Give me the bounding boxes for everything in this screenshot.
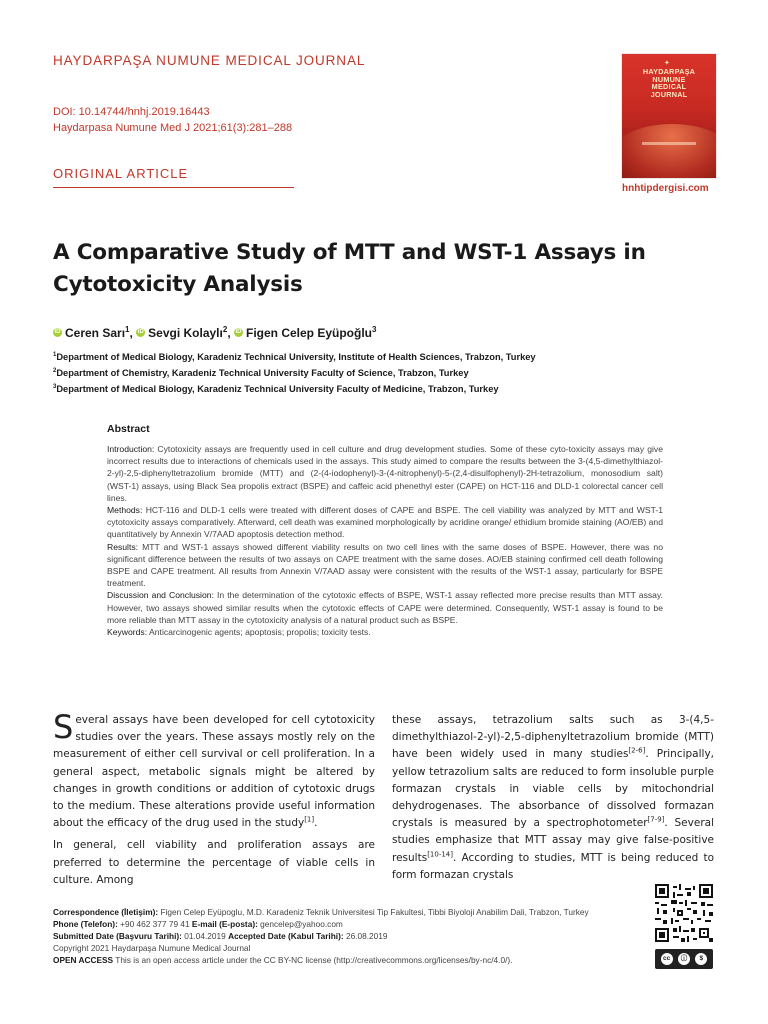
- cc-license-badge[interactable]: [655, 949, 713, 969]
- cover-title-line: JOURNAL: [650, 89, 688, 99]
- abstract-label: Discussion and Conclusion:: [107, 590, 214, 601]
- affiliation-text: Department of Chemistry, Karadeniz Technical University Faculty of Science, Trabzon, Turkey: [56, 368, 469, 379]
- footer-label: Correspondence (İletişim):: [53, 907, 159, 917]
- footer-value: Figen Celep Eyüpoglu, M.D. Karadeniz Teknik Universitesi Tip Fakultesi, Tibbi Biyoloji Anabilim Dali, Trabzon, Turkey: [160, 907, 589, 917]
- correspondence-footer: [53, 906, 643, 966]
- author-sup: 2: [222, 325, 228, 334]
- contact-line: [53, 918, 643, 930]
- journal-name: HAYDARPAŞA NUMUNE MEDICAL JOURNAL: [53, 53, 366, 68]
- doi-block: [53, 104, 292, 136]
- article-title: A Comparative Study of MTT and WST-1 Assays in Cytotoxicity Analysis: [53, 240, 646, 297]
- body-text: In general, cell viability and proliferation assays are preferred to determine the percentage of viable cells in culture. Among: [53, 839, 375, 886]
- copyright-line: Copyright 2021 Haydarpaşa Numune Medical Journal: [53, 943, 251, 953]
- footer-label: Accepted Date (Kabul Tarihi):: [228, 931, 344, 941]
- abstract-text: HCT-116 and DLD-1 cells were treated with different doses of CAPE and BSPE. The cell viability was analyzed by MTT and WST-1 cytotoxicity assays comparatively. Afterward, cell death was examined morphologically by acridine orange/ ethidium bromide staining (AO/EB) and quantitatively by Annexin V/7AAD apoptosis detection method.: [107, 505, 663, 540]
- affiliation: [53, 348, 536, 364]
- body-text: . According to studies, MTT is being reduced to form formazan crystals: [392, 851, 714, 881]
- body-text: . Principally, yellow tetrazolium salts are reduced to form insoluble purple formazan crystals in viable cells by mitochondrial dehydrogenases. The absorbance of dissolved formazan crystals is measured by a spectrophotometer: [392, 748, 715, 830]
- body-text: everal assays have been developed for cell cytotoxicity studies over the years. These assays mostly rely on the measurement of either cell survival or cell proliferation. In a general aspect, metabolic signals might be altered by changes in growth conditions or addition of cytotoxic drugs to the medium. These alterations provide useful information about the efficacy of the drug used in the study: [53, 714, 375, 830]
- affiliation-text: Department of Medical Biology, Karadeniz Technical University Faculty of Medicine, Trabzon, Turkey: [56, 384, 499, 395]
- journal-website-link[interactable]: hnhtipdergisi.com: [622, 183, 709, 194]
- footer-value: 01.04.2019: [184, 931, 226, 941]
- abstract-label: Introduction:: [107, 444, 155, 454]
- footer-label: Submitted Date (Başvuru Tarihi):: [53, 931, 182, 941]
- affiliation-sup: 1: [53, 352, 57, 358]
- cc-icon: cc: [661, 953, 673, 965]
- open-access-line: [53, 954, 643, 966]
- footer-value: This is an open access article under the CC BY-NC license (http://creativecommons.org/licenses/by-nc/4.0/).: [115, 955, 513, 965]
- journal-cover-image: [622, 54, 716, 178]
- affiliation-sup: 2: [53, 368, 57, 375]
- abstract-text: In the determination of the cytotoxic effects of BSPE, WST-1 assay reflected more precise results than MTT assay. However, two assays showed similar results when the cytotoxic effects of CAPE were determined. Consequently, WST-1 assay is found to be more reliable than MTT assay in the cytotoxicity analysis of a natural product such as BSPE.: [107, 590, 663, 625]
- author-sup: 3: [372, 325, 377, 334]
- cover-band: [642, 142, 696, 145]
- by-icon: ⓘ: [678, 953, 690, 965]
- qr-code-icon[interactable]: [655, 884, 713, 942]
- affiliation: [53, 380, 536, 396]
- abstract: [107, 423, 663, 638]
- doi[interactable]: DOI: 10.14744/hnhj.2019.16443: [53, 106, 210, 118]
- cover-title-line: NUMUNE: [652, 74, 686, 84]
- citation-ref[interactable]: [2-6]: [628, 746, 646, 755]
- body-column-left: [53, 708, 375, 889]
- cover-title: [622, 68, 716, 98]
- abstract-heading: Abstract: [107, 423, 150, 435]
- article-type-rule: [53, 187, 294, 188]
- affiliation-text: Department of Medical Biology, Karadeniz Technical University, Institute of Health Sciences, Trabzon, Turkey: [56, 352, 536, 363]
- citation-ref[interactable]: [10-14]: [427, 850, 453, 859]
- footer-label: Phone (Telefon):: [53, 919, 118, 929]
- drop-cap: S: [53, 708, 74, 746]
- orcid-icon[interactable]: iD: [235, 329, 242, 336]
- nc-icon: $: [695, 953, 707, 965]
- orcid-icon[interactable]: iD: [137, 329, 144, 336]
- body-paragraph: [392, 712, 714, 884]
- dates-line: [53, 930, 643, 942]
- abstract-introduction: [107, 443, 663, 504]
- abstract-text: MTT and WST-1 assays showed different viability results on two cell lines with the same doses of BSPE. However, there was no significant difference between the results of two assays on CAPE treatment with the same doses. AO/EB staining confirmed cell death following BSPE and CAPE treatment. All results from Annexin V/7AAD assay were consistent with the results of the WST-1 assay, particularly for BSPE treatment.: [107, 541, 663, 589]
- body-text: . Several studies emphasize that MTT assay may give false-positive results: [392, 817, 714, 864]
- citation-ref[interactable]: [7-9]: [647, 815, 665, 824]
- journal-logo-icon: ✦: [664, 60, 670, 67]
- abstract-label: Keywords:: [107, 627, 148, 638]
- author-name: Ceren Sarı: [65, 326, 126, 340]
- abstract-label: Results:: [107, 541, 139, 552]
- author-sup: 1: [125, 325, 130, 334]
- footer-label: OPEN ACCESS: [53, 955, 114, 965]
- body-paragraph: [53, 708, 375, 832]
- citation-ref[interactable]: [1]: [304, 815, 315, 824]
- abstract-keywords: [107, 626, 663, 638]
- abstract-text: Cytotoxicity assays are frequently used in cell culture and drug development studies. Some of these cyto-toxicity assays may give incorrect results due to interactions of chemicals used in the assays. This study aimed to compare the results between the 3-(4,5-dimethylthiazol-2-yl)-2,5-diphenyltetrazolium bromide (MTT) and (2-(4-iodophenyl)-3-(4-nitrophenyl)-5-(2,4-disulfophenyl)-2H-tetrazolium, monosodium salt) (WST-1) assays, using Black Sea propolis extract (BSPE) and caffeic acid phenethyl ester (CAPE) on HCT-116 and DLD-1 colorectal cancer cell lines.: [107, 444, 664, 503]
- abstract-text: Anticarcinogenic agents; apoptosis; propolis; toxicity tests.: [149, 627, 371, 638]
- footer-value: 26.08.2019: [345, 931, 388, 941]
- citation: Haydarpasa Numune Med J 2021;61(3):281–288: [53, 122, 293, 134]
- author-name: Sevgi Kolaylı: [148, 326, 223, 340]
- email-link[interactable]: gencelep@yahoo.com: [260, 919, 343, 929]
- abstract-discussion: [107, 589, 663, 626]
- correspondence-line: [53, 906, 643, 918]
- abstract-label: Methods:: [107, 505, 143, 516]
- author-list: iD Ceren Sarı$^1$, iD Sevgi Kolaylı$^2$, iD Figen Celep Eyüpoğlu$^3$: [54, 325, 377, 340]
- footer-value: +90 462 377 79 41: [120, 919, 190, 929]
- body-column-right: [392, 712, 714, 884]
- body-text: .: [314, 817, 318, 830]
- affiliation: [53, 364, 536, 380]
- abstract-results: [107, 541, 663, 590]
- article-type: ORIGINAL ARTICLE: [53, 166, 189, 181]
- cover-title-line: HAYDARPAŞA: [642, 67, 696, 76]
- author-name: Figen Celep Eyüpoğlu: [245, 326, 372, 340]
- affiliations: [53, 348, 536, 396]
- body-paragraph: [53, 837, 375, 889]
- body-text: these assays, tetrazolium salts such as 3-(4,5-dimethylthiazol-2-yl)-2,5-diphenyltetrazolium bromide (MTT) have been widely used in many studies: [392, 714, 714, 761]
- abstract-methods: [107, 504, 663, 541]
- footer-label: E-mail (E-posta):: [191, 919, 258, 929]
- orcid-icon[interactable]: iD: [54, 329, 61, 336]
- cover-title-line: MEDICAL: [651, 82, 687, 92]
- cover-landscape: [622, 124, 716, 178]
- affiliation-sup: 3: [53, 384, 57, 391]
